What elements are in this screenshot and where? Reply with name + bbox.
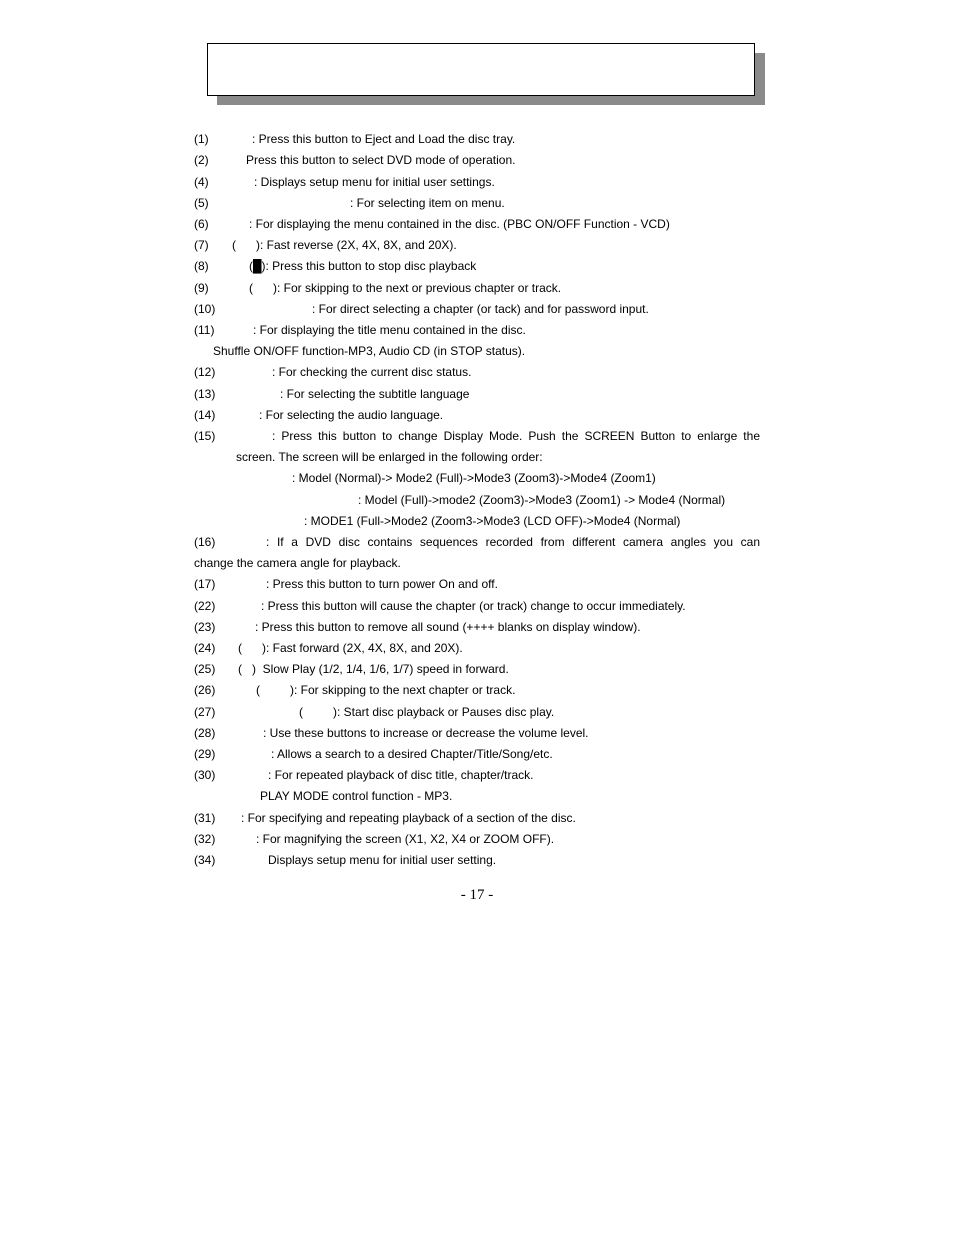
item-number: (13) — [194, 387, 216, 401]
item-text: : For magnifying the screen (X1, X2, X4 or ZOOM OFF). — [256, 832, 555, 846]
item-text: ( ): For skipping to the next chapter or track. — [256, 683, 516, 697]
item-text-continued: screen. The screen will be enlarged in the following order: — [236, 450, 543, 464]
item-number: (11) — [194, 323, 215, 337]
item-number: (31) — [194, 811, 216, 825]
item-number: (27) — [194, 705, 216, 719]
item-number: (9) — [194, 281, 209, 295]
item-number: (23) — [194, 620, 216, 634]
item-text: : For selecting the subtitle language — [280, 387, 470, 401]
item-text: : Press this button to change Display Mode. Push the SCREEN Button to enlarge the — [272, 429, 760, 443]
item-number: (16) — [194, 535, 216, 549]
item-number: (8) — [194, 259, 209, 273]
item-text: : Press this button to turn power On and off. — [266, 577, 498, 591]
item-number: (1) — [194, 132, 209, 146]
item-text: : For selecting item on menu. — [350, 196, 505, 210]
item-number: (25) — [194, 662, 216, 676]
item-number: (12) — [194, 365, 216, 379]
item-text: : For displaying the menu contained in the disc. (PBC ON/OFF Function - VCD) — [249, 217, 670, 231]
item-text: ( ): For skipping to the next or previous chapter or track. — [249, 281, 562, 295]
item-number: (4) — [194, 175, 209, 189]
item-number: (34) — [194, 853, 216, 867]
item-number: (26) — [194, 683, 216, 697]
item-text: ( ) Slow Play (1/2, 1/4, 1/6, 1/7) speed in forward. — [238, 662, 509, 676]
item-text: ( ): Fast reverse (2X, 4X, 8X, and 20X). — [232, 238, 457, 252]
mode-order-a: : Model (Normal)-> Mode2 (Full)->Mode3 (Zoom3)->Mode4 (Zoom1) — [292, 471, 656, 485]
item-number: (30) — [194, 768, 216, 782]
mode-order-c: : MODE1 (Full->Mode2 (Zoom3->Mode3 (LCD OFF)->Mode4 (Normal) — [304, 514, 681, 528]
item-text: : Use these buttons to increase or decrease the volume level. — [263, 726, 589, 740]
item-text: : Allows a search to a desired Chapter/Title/Song/etc. — [271, 747, 553, 761]
item-text: : For selecting the audio language. — [259, 408, 444, 422]
title-box — [207, 43, 755, 96]
item-number: (28) — [194, 726, 216, 740]
item-text: : For specifying and repeating playback of a section of the disc. — [241, 811, 576, 825]
play-mode-note: PLAY MODE control function - MP3. — [260, 789, 453, 803]
item-text: ( ): Start disc playback or Pauses disc play. — [299, 705, 555, 719]
item-text: : Press this button to remove all sound (++++ blanks on display window). — [255, 620, 641, 634]
item-number: (2) — [194, 153, 209, 167]
item-text: : If a DVD disc contains sequences recorded from different camera angles you can — [266, 535, 760, 549]
item-text: : For displaying the title menu contained in the disc. — [253, 323, 526, 337]
item-text-continued: change the camera angle for playback. — [194, 556, 401, 570]
item-text: : Press this button will cause the chapter (or track) change to occur immediately. — [261, 599, 686, 613]
item-text: (█): Press this button to stop disc playback — [249, 259, 477, 273]
item-number: (32) — [194, 832, 216, 846]
item-text: : For checking the current disc status. — [272, 365, 472, 379]
item-number: (7) — [194, 238, 209, 252]
item-number: (22) — [194, 599, 216, 613]
item-text: : Press this button to Eject and Load the disc tray. — [252, 132, 516, 146]
item-text: Press this button to select DVD mode of operation. — [246, 153, 516, 167]
item-number: (24) — [194, 641, 216, 655]
item-text: ( ): Fast forward (2X, 4X, 8X, and 20X). — [238, 641, 463, 655]
mode-order-b: : Model (Full)->mode2 (Zoom3)->Mode3 (Zoom1) -> Mode4 (Normal) — [358, 493, 726, 507]
item-text: Displays setup menu for initial user setting. — [268, 853, 497, 867]
item-text: : For direct selecting a chapter (or tack) and for password input. — [312, 302, 649, 316]
item-number: (10) — [194, 302, 216, 316]
item-number: (29) — [194, 747, 216, 761]
item-number: (5) — [194, 196, 209, 210]
item-text: : Displays setup menu for initial user settings. — [254, 175, 495, 189]
page-number: - 17 - — [460, 887, 494, 903]
item-number: (15) — [194, 429, 216, 443]
item-number: (17) — [194, 577, 216, 591]
item-text: : For repeated playback of disc title, chapter/track. — [268, 768, 534, 782]
shuffle-note: Shuffle ON/OFF function-MP3, Audio CD (in STOP status). — [213, 344, 526, 358]
item-number: (14) — [194, 408, 216, 422]
item-number: (6) — [194, 217, 209, 231]
